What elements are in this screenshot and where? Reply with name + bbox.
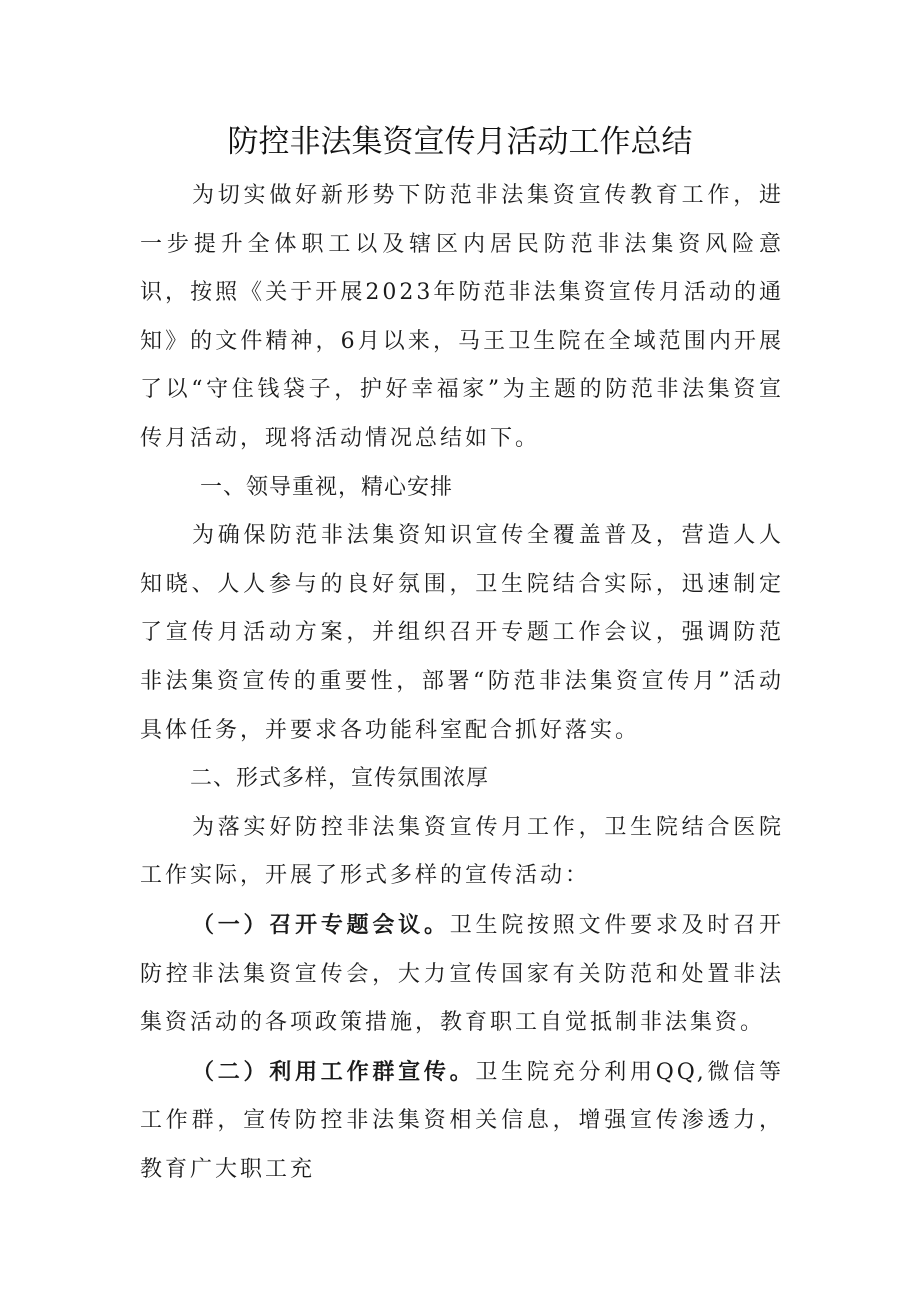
section-2-heading: 二、形式多样，宣传氛围浓厚 xyxy=(190,766,490,792)
section-2-paragraph: 为落实好防控非法集资宣传月工作，卫生院结合医院工作实际，开展了形式多样的宣传活动： xyxy=(140,814,784,889)
section-1-paragraph: 为确保防范非法集资知识宣传全覆盖普及，营造人人知晓、人人参与的良好氛围，卫生院结合实际，迅速制定了宣传月活动方案，并组织召开专题工作会议，强调防范非法集资宣传的重要性，部署“防范非法集资宣传月”活动具体任务，并要求各功能科室配合抓好落实。 xyxy=(140,523,784,743)
item-2-lead: （二）利用工作群宣传。 xyxy=(192,1058,476,1085)
item-1-lead: （一）召开专题会议。 xyxy=(192,911,450,938)
item-2-text: 卫生院充分利用QQ,微信等工作群，宣传防控非法集资相关信息，增强宣传渗透力，教育广大职工充 xyxy=(140,1059,784,1182)
section-1-heading: 一、领导重视，精心安排 xyxy=(200,474,454,500)
document-body xyxy=(140,172,784,1194)
intro-paragraph: 为切实做好新形势下防范非法集资宣传教育工作，进一步提升全体职工以及辖区内居民防范非法集资风险意识，按照《关于开展2023年防范非法集资宣传月活动的通知》的文件精神，6月以来，马王卫生院在全域范围内开展了以“守住钱袋子，护好幸福家”为主题的防范非法集资宣传月活动，现将活动情况总结如下。 xyxy=(140,183,784,451)
item-1-paragraph xyxy=(140,901,784,1048)
document-title: 防控非法集资宣传月活动工作总结 xyxy=(227,124,693,160)
item-1-text: 卫生院按照文件要求及时召开防控非法集资宣传会，大力宣传国家有关防范和处置非法集资活动的各项政策措施，教育职工自觉抵制非法集资。 xyxy=(140,912,784,1036)
item-2-paragraph xyxy=(140,1048,784,1195)
